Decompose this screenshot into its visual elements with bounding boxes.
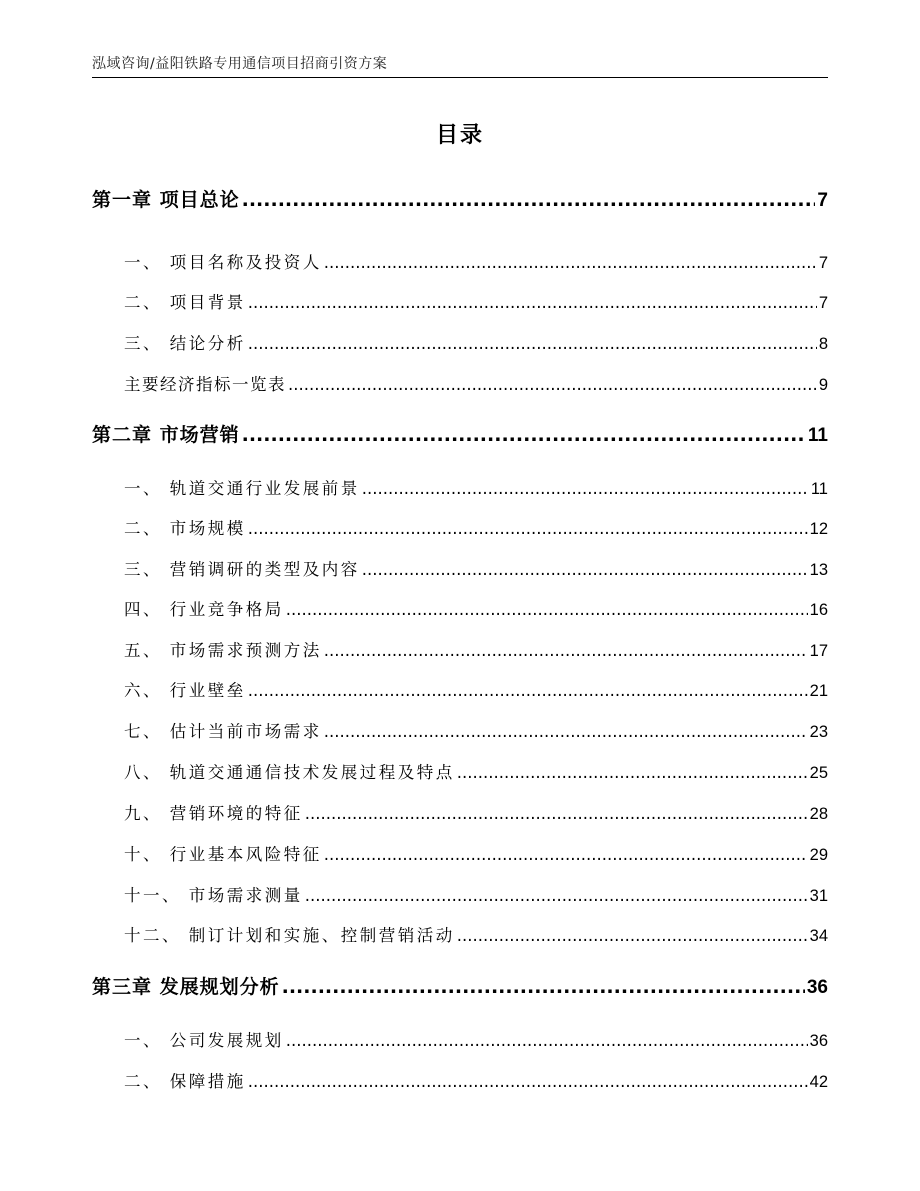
toc-page-number: 7 bbox=[818, 254, 828, 272]
dot-leader bbox=[362, 479, 809, 498]
toc-section[interactable] bbox=[124, 475, 828, 499]
toc-section[interactable] bbox=[124, 718, 828, 742]
dot-leader bbox=[305, 804, 808, 823]
toc-chapter[interactable] bbox=[92, 420, 828, 447]
toc-section[interactable] bbox=[124, 596, 828, 620]
dot-leader bbox=[248, 1072, 808, 1091]
toc-page-number: 9 bbox=[818, 376, 828, 394]
toc-entry-label: 二、 保障措施 bbox=[124, 1072, 246, 1091]
toc-entry-label: 第二章 市场营销 bbox=[92, 424, 240, 446]
dot-leader bbox=[286, 1031, 808, 1050]
dot-leader bbox=[242, 424, 806, 446]
toc-entry-label: 九、 营销环境的特征 bbox=[124, 804, 303, 823]
toc-page-number: 42 bbox=[809, 1073, 828, 1091]
toc-section[interactable] bbox=[124, 1027, 828, 1051]
toc-page-number: 17 bbox=[809, 642, 828, 660]
toc-section[interactable] bbox=[124, 882, 828, 906]
dot-leader bbox=[248, 519, 808, 538]
toc-section[interactable] bbox=[124, 249, 828, 273]
dot-leader bbox=[242, 189, 816, 211]
toc-section[interactable] bbox=[124, 330, 828, 354]
toc-section[interactable] bbox=[124, 637, 828, 661]
toc-entry-label: 十、 行业基本风险特征 bbox=[124, 845, 322, 864]
toc-entry-label: 四、 行业竞争格局 bbox=[124, 600, 284, 619]
toc-entry-label: 六、 行业壁垒 bbox=[124, 681, 246, 700]
dot-leader bbox=[248, 293, 817, 312]
toc-entry-label: 第三章 发展规划分析 bbox=[92, 976, 280, 998]
toc-chapter[interactable] bbox=[92, 185, 828, 212]
toc-section[interactable] bbox=[124, 759, 828, 783]
toc-entry-label: 五、 市场需求预测方法 bbox=[124, 641, 322, 660]
toc-page-number: 36 bbox=[806, 977, 828, 998]
toc-page-number: 31 bbox=[809, 887, 828, 905]
toc-entry-label: 二、 项目背景 bbox=[124, 293, 246, 312]
toc-page-number: 7 bbox=[817, 190, 828, 211]
toc-page-number: 23 bbox=[809, 723, 828, 741]
dot-leader bbox=[248, 681, 808, 700]
toc-section[interactable] bbox=[124, 800, 828, 824]
dot-leader bbox=[457, 926, 808, 945]
toc-section[interactable] bbox=[124, 371, 828, 395]
header-divider bbox=[92, 77, 828, 78]
toc-section[interactable] bbox=[124, 841, 828, 865]
toc-entry-label: 七、 估计当前市场需求 bbox=[124, 722, 322, 741]
toc-page-number: 12 bbox=[809, 520, 828, 538]
dot-leader bbox=[324, 253, 817, 272]
toc-page-number: 7 bbox=[818, 294, 828, 312]
dot-leader bbox=[324, 845, 808, 864]
toc-entry-label: 一、 轨道交通行业发展前景 bbox=[124, 479, 360, 498]
toc-page-number: 25 bbox=[809, 764, 828, 782]
toc-page-number: 11 bbox=[807, 425, 828, 446]
toc-page-number: 8 bbox=[818, 335, 828, 353]
dot-leader bbox=[457, 763, 808, 782]
toc-entry-label: 一、 公司发展规划 bbox=[124, 1031, 284, 1050]
toc-entry-label: 三、 营销调研的类型及内容 bbox=[124, 560, 360, 579]
toc-chapter[interactable] bbox=[92, 972, 828, 999]
toc-page-number: 21 bbox=[809, 682, 828, 700]
toc-section[interactable] bbox=[124, 556, 828, 580]
toc-entry-label: 十二、 制订计划和实施、控制营销活动 bbox=[124, 926, 455, 945]
toc-page-number: 16 bbox=[809, 601, 828, 619]
toc-page-number: 28 bbox=[809, 805, 828, 823]
dot-leader bbox=[248, 334, 817, 353]
toc-section[interactable] bbox=[124, 289, 828, 313]
toc-entry-label: 一、 项目名称及投资人 bbox=[124, 253, 322, 272]
toc-section[interactable] bbox=[124, 922, 828, 946]
dot-leader bbox=[305, 886, 808, 905]
dot-leader bbox=[282, 976, 805, 998]
toc-page-number: 11 bbox=[810, 480, 828, 498]
toc-entry-label: 二、 市场规模 bbox=[124, 519, 246, 538]
dot-leader bbox=[324, 641, 808, 660]
toc-page-number: 13 bbox=[809, 561, 828, 579]
toc-page-number: 36 bbox=[809, 1032, 828, 1050]
toc-section[interactable] bbox=[124, 515, 828, 539]
dot-leader bbox=[286, 600, 808, 619]
toc-section[interactable] bbox=[124, 677, 828, 701]
toc-page-number: 34 bbox=[809, 927, 828, 945]
toc-section[interactable] bbox=[124, 1068, 828, 1092]
toc-entry-label: 主要经济指标一览表 bbox=[124, 375, 286, 394]
toc-entry-label: 十一、 市场需求测量 bbox=[124, 886, 303, 905]
toc-entry-label: 第一章 项目总论 bbox=[92, 189, 240, 211]
toc-entry-label: 八、 轨道交通通信技术发展过程及特点 bbox=[124, 763, 455, 782]
dot-leader bbox=[362, 560, 808, 579]
running-header: 泓域咨询/益阳铁路专用通信项目招商引资方案 bbox=[92, 56, 388, 72]
toc-page-number: 29 bbox=[809, 846, 828, 864]
dot-leader bbox=[288, 375, 817, 394]
toc-entry-label: 三、 结论分析 bbox=[124, 334, 246, 353]
dot-leader bbox=[324, 722, 808, 741]
toc-title: 目录 bbox=[435, 123, 484, 148]
